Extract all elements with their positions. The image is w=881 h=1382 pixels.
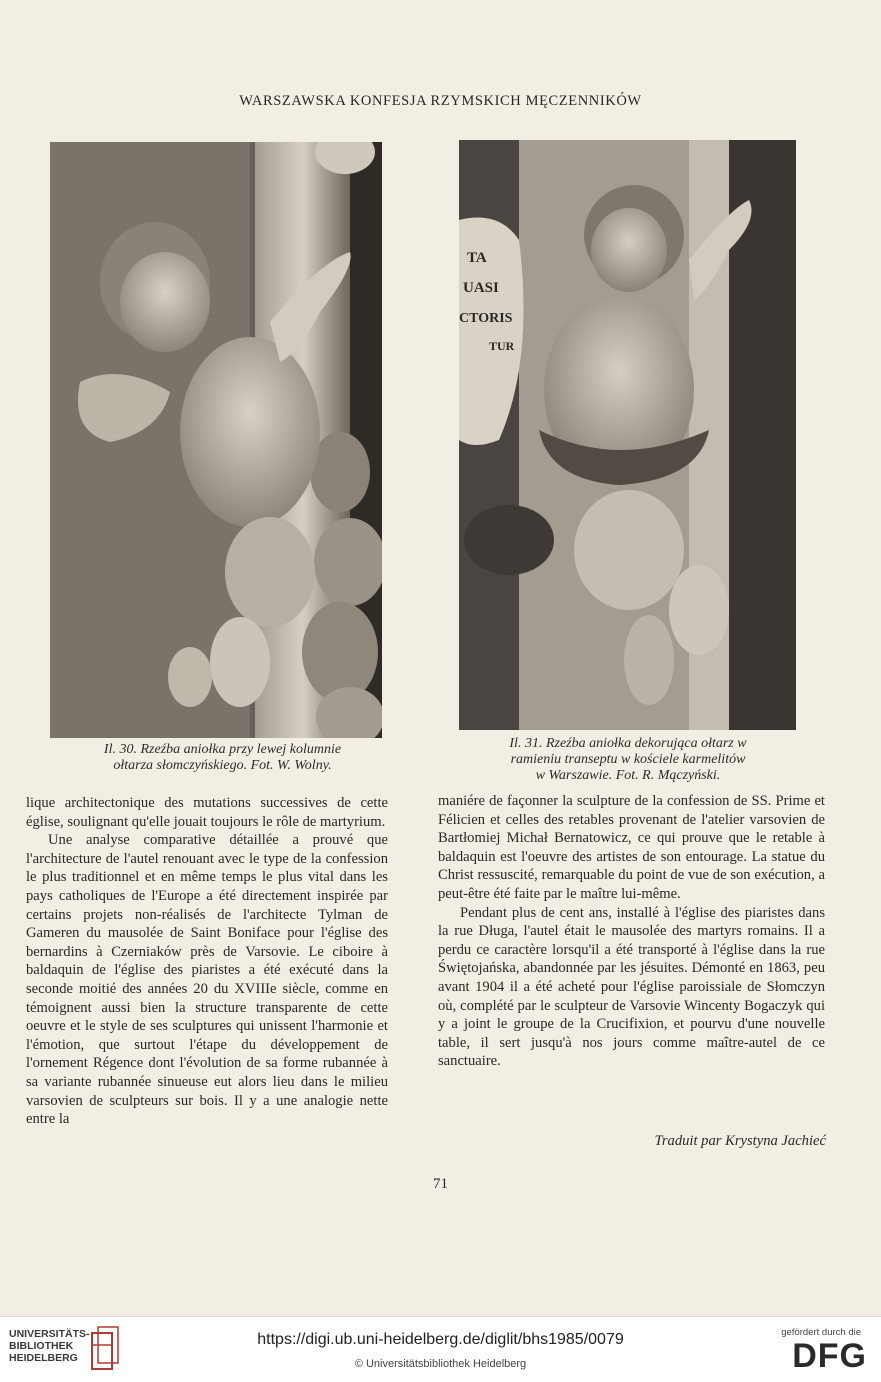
footer-bar	[0, 1316, 881, 1382]
caption-line: Il. 30. Rzeźba aniołka przy lewej kolumnie	[103, 742, 342, 757]
left-text-column	[26, 794, 388, 1129]
copyright-notice: © Universitätsbibliothek Heidelberg	[354, 1358, 527, 1370]
caption-line: Il. 31. Rzeźba aniołka dekorująca ołtarz w	[509, 736, 747, 751]
figure-31-caption	[448, 736, 808, 784]
figure-30-caption	[50, 742, 395, 774]
library-name-line: HEIDELBERG	[9, 1352, 78, 1364]
figure-31-photo	[459, 140, 796, 730]
cartouche-text-3: CTORIS	[459, 311, 513, 326]
paragraph: Pendant plus de cent ans, installé à l'église des piaristes dans la rue Długa, l'autel était le mausolée des martyrs romains. Il a perdu ce caractère lorsqu'il a été transporté à l'église dans la rue Świętojańska, abandonnée par les jésuites. Démonté en 1863, peu avant 1904 il a été acheté pour l'église paroissiale de Słomczyn où, complété par le sculpteur de Varsovie Wincenty Bogaczyk qui y a joint le groupe de la Crucifixion, et pourvu d'une nouvelle table, il sert jusqu'à nos jours comme maître-autel de ce sanctuaire.	[438, 904, 825, 1070]
running-head: WARSZAWSKA KONFESJA RZYMSKICH MĘCZENNIKÓW	[239, 93, 642, 109]
right-text-column	[438, 792, 825, 1071]
page-number: 71	[433, 1176, 448, 1192]
caption-line: ramieniu transeptu w kościele karmelitów	[510, 752, 746, 767]
paragraph: Une analyse comparative détaillée a prouvé que l'architecture de l'autel renouant avec le type de la confession le plus traditionnel et en même temps le plus vital dans les pays catholiques de l'Europe a été directement inspirée par certains projets non-réalisés de l'architecte Tylman de Gameren du mausolée de Saint Boniface pour l'église des bernardins à Czerniaków près de Varsovie. Le ciboire à baldaquin de l'église des piaristes a été exécuté dans la seconde moitié des années 20 du XVIIIe siècle, comme en témoignent aussi bien la structure transparente de cette oeuvre et le style de ses sculptures qui unissent l'harmonie et l'émotion, que surtout l'étape du développement de l'ornement Régence dont l'évolution de sa forme rubannée à sa variante rubannée sinueuse eut alors lieu dans le milieu varsovien de sculpteurs sur bois. Il y a une analogie nette entre la	[26, 832, 388, 1128]
caption-line: ołtarza słomczyńskiego. Fot. W. Wolny.	[113, 758, 332, 773]
cartouche-text-4: TUR	[489, 339, 515, 353]
paragraph: maniére de façonner la sculpture de la confession de SS. Prime et Félicien et celles des retables provenant de l'atelier varsovien de Bartłomiej Michał Bernatowicz, ce qui prouve que le retable à baldaquin est l'oeuvre des artistes de son entourage. La statue du Christ ressuscité, remarquable du point de vue de son exécution, a peut-être été faite par le maître lui-même.	[438, 793, 825, 902]
cartouche-text-1: TA	[467, 250, 487, 266]
caption-line: w Warszawie. Fot. R. Mączyński.	[535, 768, 721, 783]
paragraph: lique architectonique des mutations successives de cette église, soulignant qu'elle jouait toujours le rôle de martyrium.	[26, 795, 388, 830]
library-name-line: UNIVERSITÄTS-	[9, 1328, 90, 1340]
figure-30-photo	[50, 142, 382, 738]
cartouche-text-2: UASI	[463, 280, 499, 296]
library-name-line: BIBLIOTHEK	[9, 1340, 74, 1352]
funded-by-label: gefördert durch die	[781, 1327, 861, 1338]
permalink-url[interactable]: https://digi.ub.uni-heidelberg.de/diglit/bhs1985/0079	[257, 1331, 624, 1348]
angel-cartouche-image	[459, 140, 796, 730]
dfg-logo[interactable]: DFG	[792, 1337, 867, 1375]
angel-sculpture-image	[50, 142, 382, 738]
translator-credit: Traduit par Krystyna Jachieć	[654, 1133, 826, 1149]
